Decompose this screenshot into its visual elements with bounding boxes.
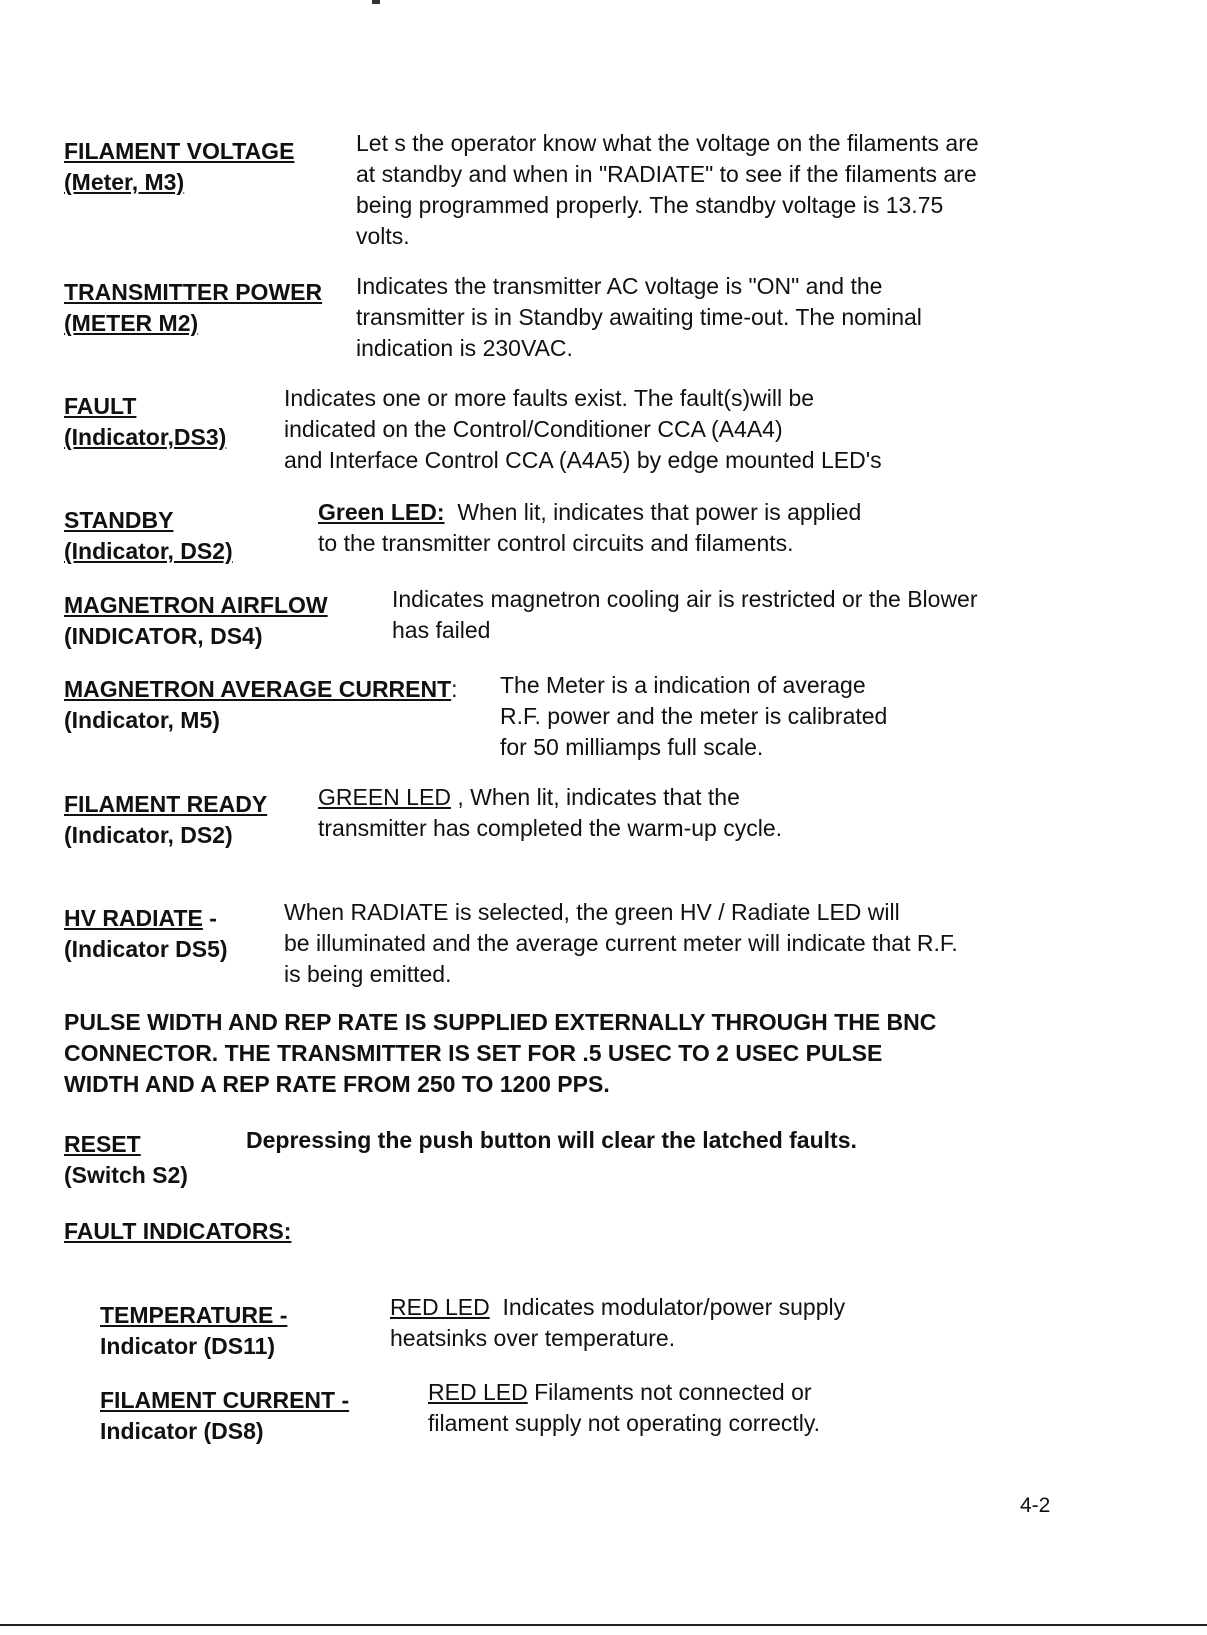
desc-line: Indicates one or more faults exist. The fault(s)will be <box>284 385 815 411</box>
desc-line: When lit, indicates that power is applied <box>457 499 862 525</box>
note-line: CONNECTOR. THE TRANSMITTER IS SET FOR .5 USEC TO 2 USEC PULSE <box>64 1040 883 1066</box>
entry-subtitle: (METER M2) <box>64 310 199 336</box>
desc-line: transmitter has completed the warm-up cycle. <box>318 815 783 841</box>
desc-line: Indicates the transmitter AC voltage is "ON" and the <box>356 273 883 299</box>
entry-filament-ready <box>0 782 1207 847</box>
desc-line: and Interface Control CCA (A4A5) by edge mounted LED's <box>284 447 882 473</box>
desc-line: R.F. power and the meter is calibrated <box>500 703 888 729</box>
desc-line: , When lit, indicates that the <box>457 784 740 810</box>
entry-temperature <box>0 1292 1207 1357</box>
entry-title-dash: - <box>209 905 217 931</box>
led-color-label: RED LED <box>390 1294 490 1320</box>
desc-line: is being emitted. <box>284 961 452 987</box>
desc-line: transmitter is in Standby awaiting time-out. The nominal <box>356 304 922 330</box>
desc-line: volts. <box>356 223 410 249</box>
desc-line: indication is 230VAC. <box>356 335 573 361</box>
entry-filament-current <box>0 1377 1207 1442</box>
desc-line: Let s the operator know what the voltage on the filaments are <box>356 130 979 156</box>
pulse-width-note <box>64 1007 1014 1102</box>
note-line: WIDTH AND A REP RATE FROM 250 TO 1200 PPS. <box>64 1071 610 1097</box>
entry-title-colon: : <box>451 676 458 702</box>
desc-line: to the transmitter control circuits and filaments. <box>318 530 794 556</box>
led-color-label: Green LED: <box>318 499 445 525</box>
entry-subtitle: Indicator (DS8) <box>100 1418 264 1444</box>
desc-line: Depressing the push button will clear the latched faults. <box>246 1127 857 1153</box>
entry-subtitle: (Indicator,DS3) <box>64 424 227 450</box>
entry-title: FILAMENT READY <box>64 791 268 817</box>
desc-line: being programmed properly. The standby voltage is 13.75 <box>356 192 944 218</box>
desc-line: heatsinks over temperature. <box>390 1325 676 1351</box>
fault-indicators-heading: FAULT INDICATORS: <box>64 1218 292 1244</box>
entry-subtitle: (Indicator DS5) <box>64 936 228 962</box>
entry-title: STANDBY <box>64 507 174 533</box>
entry-magnetron-airflow <box>0 584 1207 649</box>
entry-subtitle: (INDICATOR, DS4) <box>64 623 263 649</box>
entry-filament-voltage <box>0 128 1207 252</box>
entry-title: FILAMENT CURRENT - <box>100 1387 350 1413</box>
entry-title: HV RADIATE <box>64 905 203 931</box>
led-color-label: RED LED <box>428 1379 528 1405</box>
entry-title: TEMPERATURE - <box>100 1302 288 1328</box>
entry-magnetron-average-current <box>0 670 1207 765</box>
desc-line: Indicates modulator/power supply <box>502 1294 846 1320</box>
led-color-label: GREEN LED <box>318 784 451 810</box>
desc-line: Filaments not connected or <box>534 1379 812 1405</box>
desc-line: at standby and when in "RADIATE" to see if the filaments are <box>356 161 977 187</box>
entry-subtitle: (Indicator, M5) <box>64 707 220 733</box>
entry-subtitle: Indicator (DS11) <box>100 1333 276 1359</box>
entry-subtitle: (Meter, M3) <box>64 169 185 195</box>
entry-subtitle: (Switch S2) <box>64 1162 188 1188</box>
page-number: 4-2 <box>1020 1494 1051 1517</box>
entry-reset <box>0 1125 1207 1190</box>
entry-subtitle: (Indicator, DS2) <box>64 822 233 848</box>
scan-mark <box>372 0 380 4</box>
desc-line: filament supply not operating correctly. <box>428 1410 821 1436</box>
entry-hv-radiate <box>0 897 1207 992</box>
desc-line: be illuminated and the average current meter will indicate that R.F. <box>284 930 958 956</box>
entry-title: RESET <box>64 1131 141 1157</box>
desc-line: for 50 milliamps full scale. <box>500 734 764 760</box>
note-line: PULSE WIDTH AND REP RATE IS SUPPLIED EXTERNALLY THROUGH THE BNC <box>64 1009 937 1035</box>
entry-title: MAGNETRON AIRFLOW <box>64 592 328 618</box>
bottom-rule <box>0 1624 1207 1626</box>
entry-title: FAULT <box>64 393 137 419</box>
entry-fault <box>0 383 1207 478</box>
desc-line: When RADIATE is selected, the green HV / Radiate LED will <box>284 899 900 925</box>
desc-line: Indicates magnetron cooling air is restricted or the Blower <box>392 586 978 612</box>
desc-line: The Meter is a indication of average <box>500 672 866 698</box>
entry-standby <box>0 497 1207 562</box>
desc-line: indicated on the Control/Conditioner CCA (A4A4) <box>284 416 783 442</box>
entry-title: TRANSMITTER POWER <box>64 279 323 305</box>
desc-line: has failed <box>392 617 491 643</box>
entry-title: FILAMENT VOLTAGE <box>64 138 295 164</box>
entry-transmitter-power <box>0 271 1207 366</box>
entry-subtitle: (Indicator, DS2) <box>64 538 233 564</box>
entry-title: MAGNETRON AVERAGE CURRENT <box>64 676 452 702</box>
